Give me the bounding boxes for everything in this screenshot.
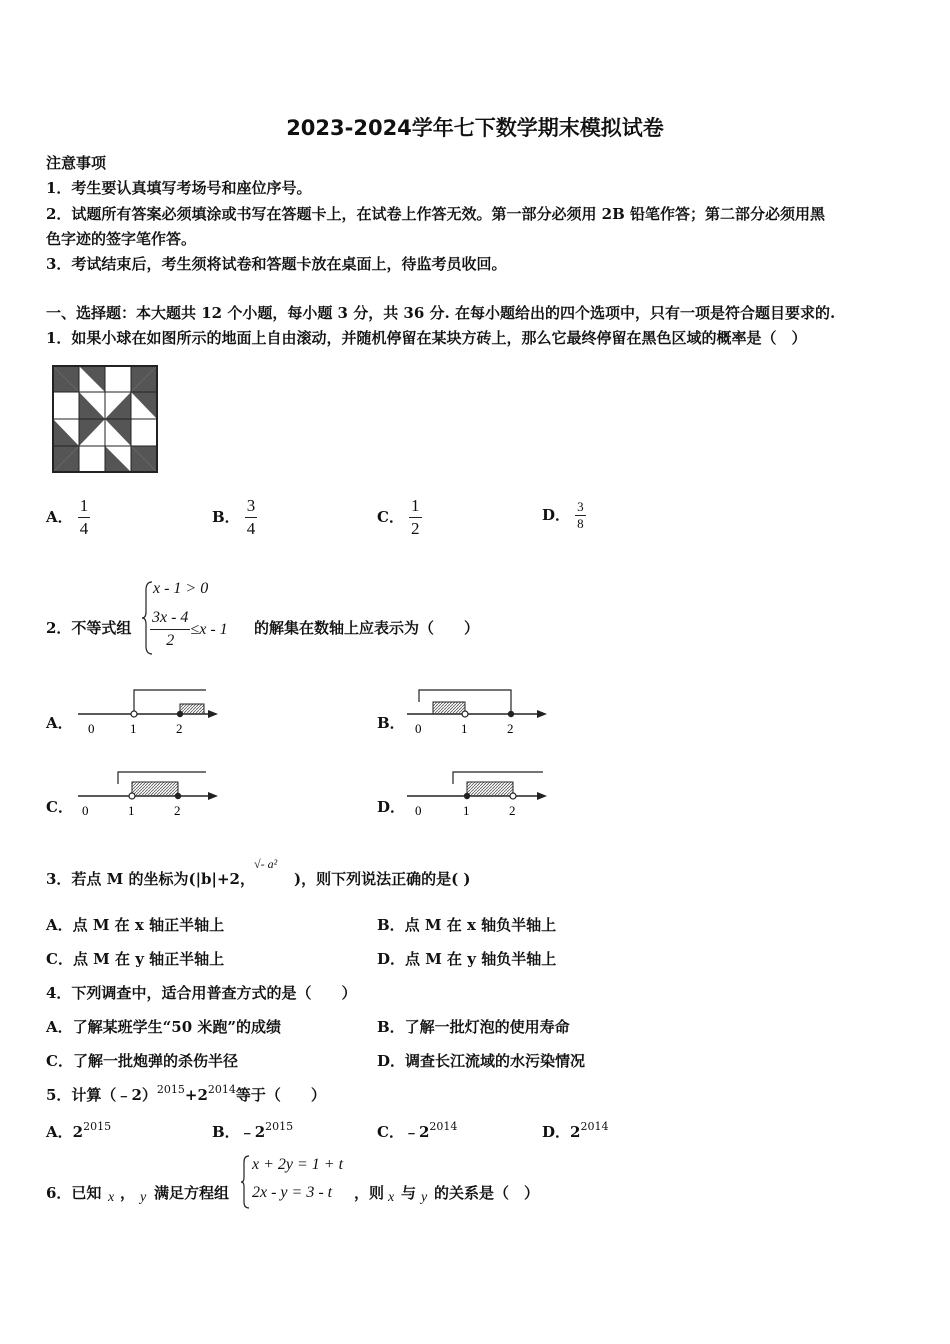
q2-option-d-letter[interactable]: D． — [377, 798, 406, 816]
q2-option-a-letter[interactable]: A． — [46, 714, 73, 732]
svg-text:0: 0 — [88, 721, 95, 736]
notice-item-2-cont: 色字迹的签字笔作答。 — [46, 230, 197, 248]
notice-item-2: 2．试题所有答案必须填涂或书写在答题卡上，在试卷上作答无效。第一部分必须用 2B 铅笔作答；第二部分必须用黑 — [46, 205, 826, 223]
q4-option-c[interactable]: C．了解一批炮弹的杀伤半径 — [46, 1052, 238, 1070]
q6-equation-1: x + 2y = 1 + t — [252, 1156, 344, 1173]
q2-option-d-numberline — [405, 768, 555, 820]
q6-yu: 与 — [401, 1184, 417, 1202]
q2-prefix: 2．不等式组 — [46, 619, 132, 637]
q2-suffix: 的解集在数轴上应表示为（ ） — [254, 619, 480, 637]
q2-option-c-numberline — [76, 768, 226, 820]
q5-option-a[interactable]: A．$2^{2015}$ — [46, 1120, 112, 1141]
q6-suffix: 的关系是（ ） — [434, 1184, 540, 1202]
svg-text:1: 1 — [461, 721, 468, 736]
q5-option-d[interactable]: D．$2^{2014}$ — [542, 1120, 609, 1141]
svg-text:2: 2 — [507, 721, 514, 736]
q1-option-d-fraction: $\frac{3}{8}$ — [577, 499, 584, 531]
q6-mid: 满足方程组 — [154, 1184, 230, 1202]
q5-option-c[interactable]: C．$﹣2^{2014}$ — [377, 1120, 458, 1141]
q2-system-line1: x - 1 > 0 — [153, 580, 209, 597]
svg-text:0: 0 — [82, 803, 89, 818]
q6-var-y2: y — [421, 1190, 428, 1205]
svg-text:0: 0 — [415, 721, 422, 736]
q4-option-d[interactable]: D．调查长江流域的水污染情况 — [377, 1052, 586, 1070]
q2-option-b-numberline — [405, 686, 555, 738]
page-title: 2023-2024学年七下数学期末模拟试卷 — [286, 116, 664, 140]
notice-heading: 注意事项 — [46, 154, 107, 172]
q3-option-c[interactable]: C．点 M 在 y 轴正半轴上 — [46, 950, 225, 968]
svg-text:1: 1 — [128, 803, 135, 818]
q3-radical: √- a² — [254, 857, 278, 871]
q4-option-b[interactable]: B．了解一批灯泡的使用寿命 — [377, 1018, 570, 1036]
q2-option-a-numberline — [76, 686, 226, 738]
q6-equation-2: 2x - y = 3 - t — [252, 1184, 333, 1201]
q1-option-a-fraction: $\frac{1}{4}$ — [79, 496, 89, 538]
q5-text: 5．计算$(﹣2)^{2015}+2^{2014}$等于（ ） — [46, 1083, 326, 1104]
svg-text:0: 0 — [415, 803, 422, 818]
q1-option-d[interactable]: D． $\frac{3}{8}$ — [542, 499, 584, 531]
q6-var-x2: x — [388, 1190, 395, 1205]
q2-option-b-letter[interactable]: B． — [377, 714, 405, 732]
q5-option-b[interactable]: B．$﹣2^{2015}$ — [212, 1120, 294, 1141]
notice-item-1: 1．考生要认真填写考场号和座位序号。 — [46, 179, 312, 197]
q6-brace — [240, 1154, 250, 1210]
svg-text:2: 2 — [509, 803, 516, 818]
q3-suffix: )，则下列说法正确的是( ) — [294, 870, 471, 888]
q1-option-c-fraction: $\frac{1}{2}$ — [411, 496, 420, 538]
q6-var-y: y — [140, 1190, 147, 1205]
tile-grid-figure — [52, 365, 158, 473]
svg-text:1: 1 — [463, 803, 470, 818]
q4-text: 4．下列调查中，适合用普查方式的是（ ） — [46, 984, 357, 1002]
q2-system-line2: $\frac{3x - 4}{2}$ ≤x - 1 — [152, 609, 228, 649]
q1-option-b-fraction: $\frac{3}{4}$ — [246, 496, 256, 538]
q6-var-x: x — [108, 1190, 115, 1205]
svg-text:2: 2 — [176, 721, 183, 736]
q6-prefix: 6．已知 — [46, 1184, 102, 1202]
q6-comma: ， — [120, 1184, 136, 1202]
q4-option-a[interactable]: A．了解某班学生“50 米跑”的成绩 — [46, 1018, 281, 1036]
section-heading: 一、选择题：本大题共 12 个小题，每小题 3 分，共 36 分. 在每小题给出的四个选项中，只有一项是符合题目要求的. — [46, 304, 836, 322]
q1-option-c[interactable]: C． $\frac{1}{2}$ — [377, 496, 420, 538]
q1-option-a[interactable]: A． $\frac{1}{4}$ — [46, 496, 89, 538]
svg-text:1: 1 — [130, 721, 137, 736]
q3-prefix: 3．若点 M 的坐标为(|b|+2， — [46, 870, 255, 888]
svg-text:2: 2 — [174, 803, 181, 818]
q1-option-b[interactable]: B． $\frac{3}{4}$ — [212, 496, 256, 538]
q2-option-c-letter[interactable]: C． — [46, 798, 73, 816]
notice-item-3: 3．考试结束后，考生须将试卷和答题卡放在桌面上，待监考员收回。 — [46, 255, 507, 273]
q3-option-b[interactable]: B．点 M 在 x 轴负半轴上 — [377, 916, 557, 934]
q1-text: 1．如果小球在如图所示的地面上自由滚动，并随机停留在某块方砖上，那么它最终停留在黑色区域的概率是（ ） — [46, 329, 807, 347]
q6-after: ，则 — [354, 1184, 385, 1202]
q3-option-a[interactable]: A．点 M 在 x 轴正半轴上 — [46, 916, 225, 934]
q3-option-d[interactable]: D．点 M 在 y 轴负半轴上 — [377, 950, 557, 968]
